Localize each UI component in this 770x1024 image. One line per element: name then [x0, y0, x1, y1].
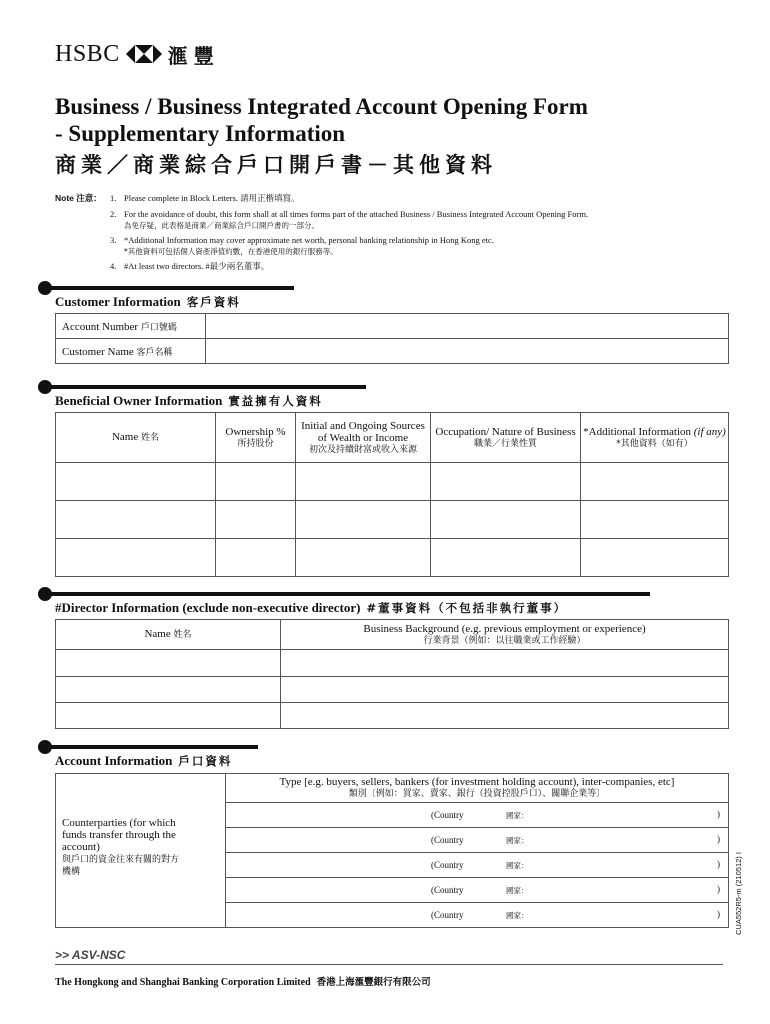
country-row[interactable]: (Country 國家： )	[226, 853, 729, 878]
country-row[interactable]: (Country 國家： )	[226, 828, 729, 853]
col-additional-header: *Additional Information (if any) *其他資料（如有）	[581, 413, 729, 463]
account-number-field[interactable]	[206, 314, 729, 339]
section-bar	[44, 385, 366, 389]
account-section-title: Account Information 戶口資料	[55, 753, 233, 768]
footer-bank-name: The Hongkong and Shanghai Banking Corporation Limited 香港上海滙豐銀行有限公司	[55, 977, 431, 988]
director-section-title: #Director Information (exclude non-executive director) #董事資料（不包括非執行董事）	[55, 600, 568, 615]
customer-table	[55, 313, 729, 364]
beneficial-table	[55, 412, 729, 577]
beneficial-section-title: Beneficial Owner Information 實益擁有人資料	[55, 393, 323, 408]
director-table	[55, 619, 729, 729]
table-row	[56, 501, 729, 539]
note-label: Note 注意：	[55, 193, 102, 203]
col-director-name-header: Name 姓名	[56, 620, 281, 650]
table-row	[56, 677, 729, 703]
footer-reference: >> ASV-NSC	[55, 948, 126, 962]
col-ownership-header: Ownership % 所持股份	[216, 413, 296, 463]
hexagon-icon	[126, 45, 162, 63]
brand-name: HSBC	[55, 40, 120, 67]
col-wealth-header: Initial and Ongoing Sources of Wealth or Income 初次及持續財富或收入來源	[296, 413, 431, 463]
col-name-header: Name 姓名	[56, 413, 216, 463]
footer-divider	[55, 964, 723, 965]
customer-name-field[interactable]	[206, 339, 729, 364]
country-row[interactable]: (Country 國家： )	[226, 803, 729, 828]
table-row	[56, 650, 729, 677]
section-bar	[44, 745, 258, 749]
country-row[interactable]: (Country 國家： )	[226, 878, 729, 903]
account-number-label: Account Number 戶口號碼	[56, 314, 206, 339]
page-title-chinese: 商業／商業綜合戶口開戶書－其他資料	[55, 153, 497, 177]
col-background-header: Business Background (e.g. previous employment or experience) 行業背景（例如：以往職業或工作經驗）	[281, 620, 729, 650]
customer-name-label: Customer Name 客戶名稱	[56, 339, 206, 364]
section-bar	[44, 592, 650, 596]
table-row	[56, 703, 729, 729]
table-row	[56, 463, 729, 501]
type-header: Type [e.g. buyers, sellers, bankers (for investment holding account), inter-companies, etc] 類別〔例如：買家、賣家、銀行（投資控股戶口）、關聯企業等〕	[226, 774, 729, 803]
section-bar	[44, 286, 294, 290]
brand-chinese: 滙豐	[167, 43, 220, 68]
counterparties-label: Counterparties (for which funds transfer through the account) 與戶口的資金往來有關的對方機構	[56, 803, 226, 928]
hsbc-logo	[55, 42, 220, 66]
table-row	[56, 539, 729, 577]
account-table	[55, 773, 729, 928]
country-row[interactable]: (Country 國家： )	[226, 903, 729, 928]
form-code: CUA552R5-m (210512) I	[734, 852, 743, 935]
page-title: Business / Business Integrated Account Opening Form - Supplementary Information	[55, 94, 588, 146]
customer-section-title: Customer Information 客戶資料	[55, 294, 241, 309]
col-occupation-header: Occupation/ Nature of Business 職業／行業性質	[431, 413, 581, 463]
